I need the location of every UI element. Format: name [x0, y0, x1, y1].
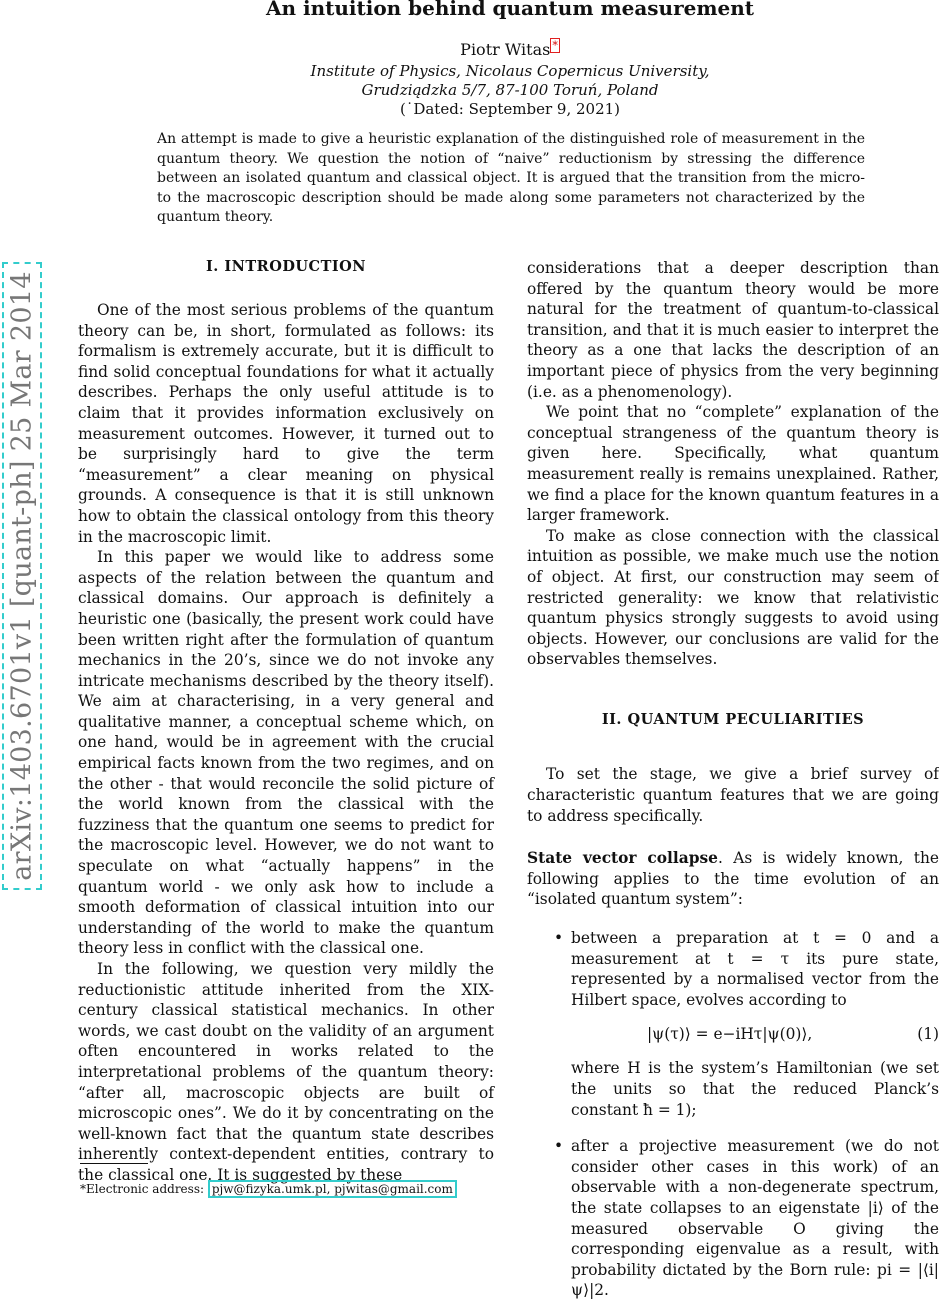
arxiv-stamp-text: arXiv:1403.6701v1 [quant-ph] 25 Mar 2014: [6, 271, 38, 881]
bullet-icon: •: [554, 1137, 564, 1156]
collapse-bullet-list: [527, 928, 939, 1301]
footnote-label: *Electronic address:: [80, 1182, 208, 1196]
intro-paragraph-5: To make as close connection with the classical intuition as possible, we make much use the notion of object. At first, our construction may seem of restricted generality: we know that relativistic quantum physics strongly suggests to avoid using objects. However, our conclusions are valid for the observables themselves.: [527, 526, 939, 669]
peculiarities-intro: To set the stage, we give a brief survey of characteristic quantum features that we are going to address specifically.: [527, 765, 939, 825]
collapse-paragraph: [527, 848, 939, 910]
intro-paragraph-1: One of the most serious problems of the quantum theory can be, in short, formulated as follows: its formalism is extremely accurate, but it is difficult to find solid conceptual foundations for what it actually describes. Perhaps the only useful attitude is to claim that it provides information exclusively on measurement outcomes. However, it turned out to be surprisingly hard to give the term “measurement” a clear meaning on physical grounds. A consequence is that it is still unknown how to obtain the classical ontology from this theory in the macroscopic limit.: [78, 301, 494, 546]
left-column: [78, 300, 494, 1186]
bullet-2-text: after a projective measurement (we do not consider other cases in this work) of an observable with a non-degenerate spectrum, the state collapses to an eigenstate |i⟩ of the measured observable O giving the corresponding eigenvalue as a result, with probability dictated by the Born rule: pi = |⟨i|ψ⟩|2.: [571, 1137, 939, 1300]
list-item: [527, 928, 939, 1120]
abstract: An attempt is made to give a heuristic explanation of the distinguished role of measurement in the quantum theory. We question the notion of “naive” reductionism by stressing the difference between an isolated quantum and classical object. It is argued that the transition from the micro- to the macroscopic description should be made along some parameters not characterized by the quantum theory.: [157, 131, 865, 225]
intro-paragraph-2: In this paper we would like to address some aspects of the relation between the quantum and classical domains. Our approach is definitely a heuristic one (basically, the present work could have been written right after the formulation of quantum mechanics in the 20’s, since we do not invoke any intricate mechanisms described by the theory itself). We aim at characterising, in a very general and qualitative manner, a conceptual scheme which, on one hand, would be in agreement with the crucial empirical facts known from the two regimes, and on the other - that would reconcile the solid picture of the world known from the classical with the fuzziness that the quantum one seems to predict for the macroscopic level. However, we do not want to speculate on what “actually happens” in the quantum world - we only ask how to include a smooth deformation of classical intuition into our understanding of the world to make the quantum theory less in conflict with the classical one.: [78, 548, 494, 958]
author-line: [0, 40, 939, 59]
equation: |ψ(τ)⟩ = e−iHτ|ψ(0)⟩,: [647, 1025, 813, 1044]
paper-title: An intuition behind quantum measurement: [265, 0, 755, 20]
email-link[interactable]: pjw@fizyka.umk.pl, pjwitas@gmail.com: [208, 1180, 457, 1198]
intro-paragraph-4: We point that no “complete” explanation of the conceptual strangeness of the quantum theory is given here. Specifically, what quantum measurement really is remains unexplained. Rather, we find a place for the known quantum features in a larger framework.: [527, 403, 939, 525]
section-heading-introduction: I. INTRODUCTION: [205, 258, 367, 275]
list-item: [527, 1136, 939, 1301]
footnote-rule: [80, 1163, 148, 1164]
affiliation-line-2: Grudziądzka 5/7, 87-100 Toruń, Poland: [361, 81, 659, 99]
right-column: [527, 258, 939, 1301]
collapse-heading: State vector collapse: [527, 849, 718, 868]
section-heading-quantum-peculiarities: II. QUANTUM PECULIARITIES: [601, 710, 865, 728]
after-equation-text: where H is the system’s Hamiltonian (we set the units so that the reduced Planck’s constant ħ = 1);: [571, 1059, 939, 1119]
continued-paragraph: considerations that a deeper description than offered by the quantum theory would be more natural for the treatment of quantum-to-classical transition, and that it is much easier to interpret the theory as a one that lacks the description of an important piece of physics from the very beginning (i.e. as a phenomenology).: [527, 259, 939, 401]
bullet-icon: •: [554, 929, 564, 948]
equation-number: (1): [917, 1025, 939, 1044]
footnote: [80, 1182, 457, 1196]
bullet-1-text: between a preparation at t = 0 and a measurement at t = τ its pure state, represented by a normalised vector from the Hilbert space, evolves according to: [571, 929, 939, 1009]
collapse-text: . As is widely known, the following applies to the time evolution of an “isolated quantum system”:: [527, 849, 939, 909]
arxiv-stamp[interactable]: [2, 262, 42, 890]
equation-row: [571, 1024, 939, 1046]
author-footnote-link[interactable]: *: [552, 38, 558, 52]
intro-paragraph-3: In the following, we question very mildly the reductionistic attitude inherited from the XIX-century classical statistical mechanics. In other words, we cast doubt on the validity of an argument often encountered in works related to the interpretational problems of the quantum theory: “after all, macroscopic objects are built of microscopic ones”. We do it by concentrating on the well-known fact that the quantum state describes inherently context-dependent entities, contrary to the classical one. It is suggested by these: [78, 960, 494, 1184]
author-name: Piotr Witas: [460, 40, 551, 59]
affiliation-line-1: Institute of Physics, Nicolaus Copernicus University,: [310, 62, 710, 80]
dated-line: (˙Dated: September 9, 2021): [399, 100, 621, 118]
